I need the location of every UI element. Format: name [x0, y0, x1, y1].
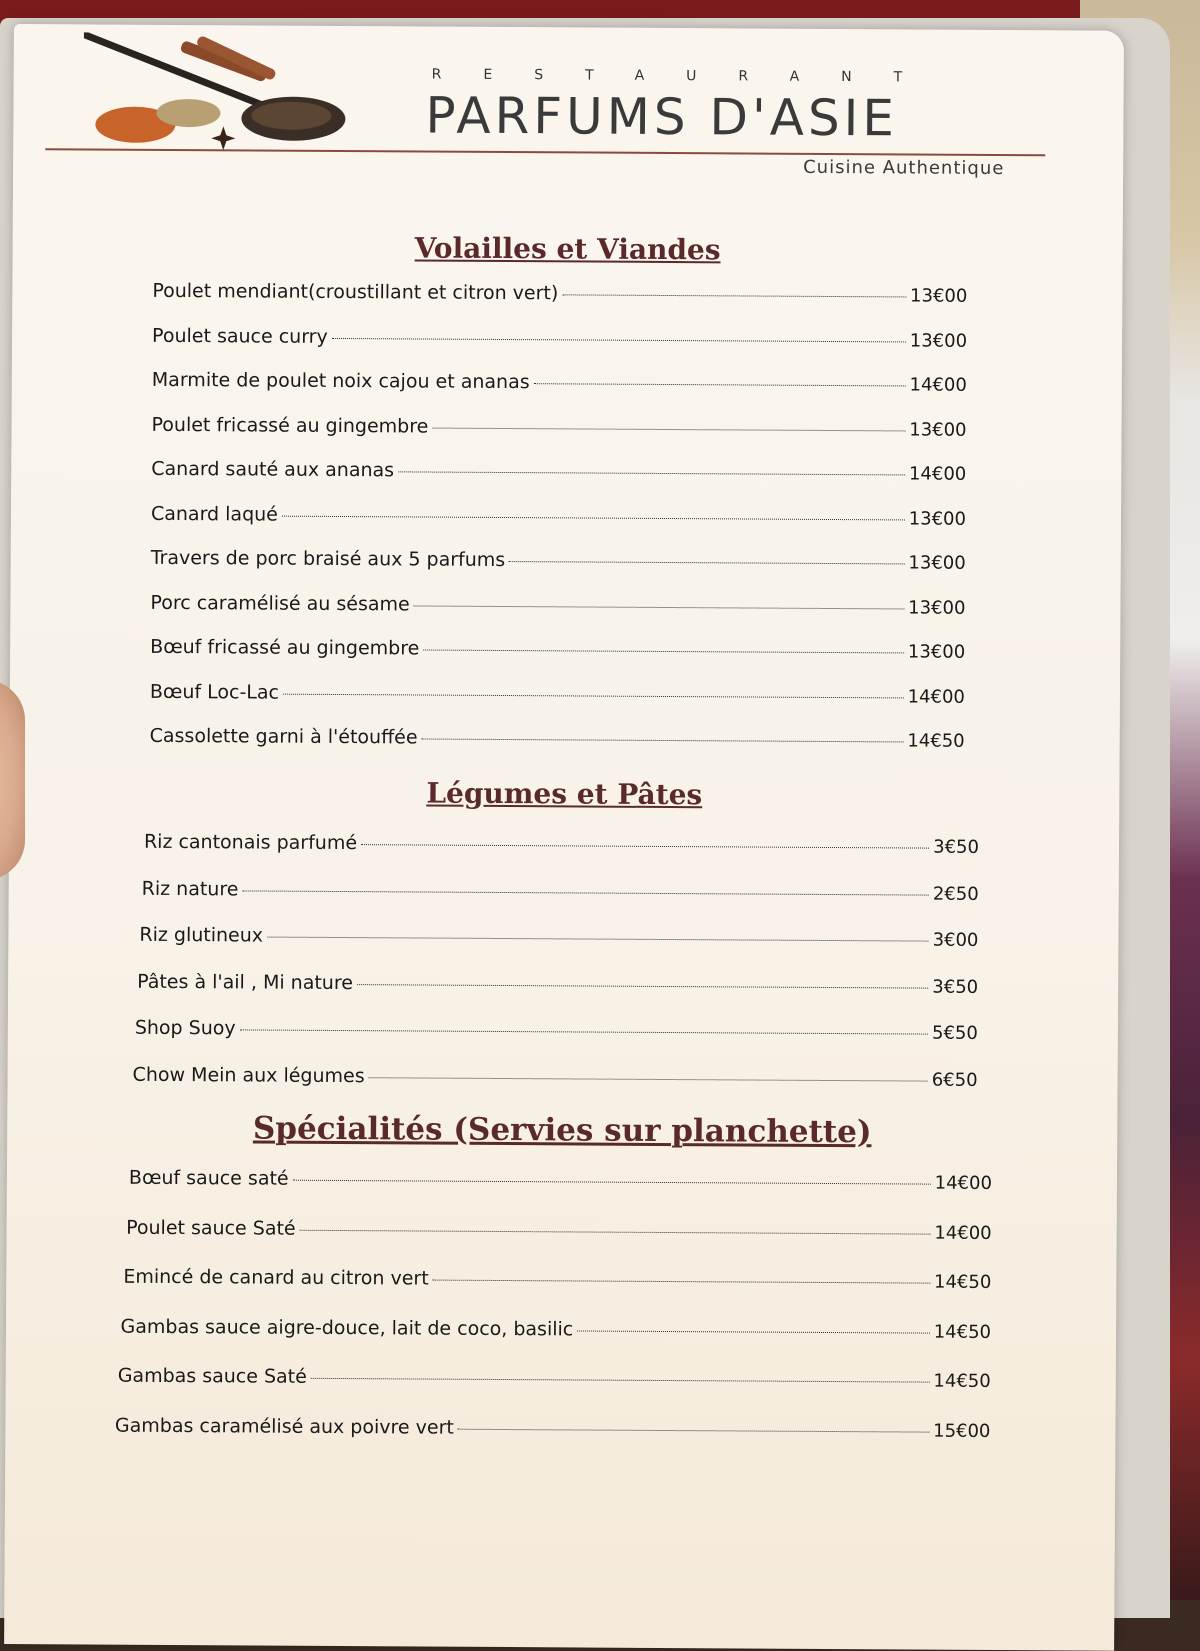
- menu-item: [151, 458, 966, 485]
- tagline: Cuisine Authentique: [803, 156, 1005, 180]
- menu-item-name: Poulet fricassé au gingembre: [151, 413, 429, 438]
- menu-item-price: 14€50: [933, 1370, 991, 1392]
- dot-leader: [398, 470, 905, 475]
- dot-leader: [433, 1279, 930, 1284]
- menu-item-name: Cassolette garni à l'étouffée: [149, 724, 418, 749]
- star-anise: [211, 126, 235, 150]
- menu-plastic-sleeve: [0, 18, 1170, 1618]
- dot-leader: [361, 843, 929, 848]
- brand-name: PARFUMS D'ASIE: [425, 86, 899, 148]
- menu-item-price: 2€50: [932, 883, 979, 905]
- menu-item-price: 13€00: [908, 596, 966, 619]
- menu-item-name: Canard sauté aux ananas: [151, 457, 395, 482]
- menu-item-name: Pâtes à l'ail , Mi nature: [137, 970, 354, 994]
- dot-leader: [267, 936, 929, 942]
- menu-item-price: 14€00: [908, 463, 967, 485]
- menu-item-name: Gambas sauce aigre-douce, lait de coco, basilic: [120, 1315, 574, 1340]
- menu-item: [152, 369, 967, 396]
- menu-item: [118, 1365, 991, 1392]
- dot-leader: [332, 336, 906, 342]
- menu-item-name: Gambas sauce Saté: [117, 1364, 307, 1388]
- menu-item: [115, 1414, 991, 1441]
- menu-item-price: 13€00: [908, 507, 967, 530]
- menu-item: [133, 1063, 978, 1090]
- menu-item-price: 13€00: [909, 418, 967, 441]
- menu-item: [123, 1266, 991, 1293]
- dot-leader: [423, 649, 904, 654]
- dot-leader: [432, 426, 905, 431]
- menu-item: [126, 1216, 992, 1243]
- menu-item-name: Poulet sauce curry: [152, 324, 328, 348]
- dot-leader: [509, 560, 904, 564]
- menu-item: [137, 970, 978, 997]
- menu-item-name: Poulet mendiant(croustillant et citron vert): [152, 279, 559, 305]
- dot-leader: [240, 1028, 928, 1034]
- menu-item: [150, 636, 965, 663]
- menu-item-name: Riz glutineux: [139, 923, 264, 947]
- menu-item-price: 3€50: [932, 976, 979, 998]
- dot-leader: [534, 382, 906, 386]
- menu-item-name: Shop Suoy: [134, 1016, 236, 1040]
- menu-item-name: Bœuf Loc-Lac: [149, 680, 280, 704]
- menu-item-price: 6€50: [931, 1069, 978, 1091]
- menu-item-name: Bœuf fricassé au gingembre: [150, 635, 420, 660]
- menu-item: [139, 924, 978, 951]
- menu-item-name: Bœuf sauce saté: [128, 1166, 289, 1190]
- menu-item: [142, 877, 979, 904]
- dot-leader: [562, 293, 906, 297]
- dot-leader: [414, 604, 904, 609]
- menu-item-price: 14€00: [934, 1172, 992, 1194]
- dot-leader: [369, 1076, 928, 1081]
- menu-item-name: Marmite de poulet noix cajou et ananas: [151, 368, 530, 394]
- menu-item-price: 14€50: [934, 1271, 992, 1293]
- menu-item-name: Gambas caramélisé aux poivre vert: [114, 1414, 454, 1439]
- menu-item-name: Chow Mein aux légumes: [132, 1063, 365, 1087]
- dot-leader: [458, 1427, 929, 1432]
- dot-leader: [311, 1377, 930, 1383]
- menu-item-name: Emincé de canard au citron vert: [123, 1265, 429, 1290]
- menu-item: [120, 1315, 991, 1342]
- dot-leader: [422, 738, 904, 743]
- dot-leader: [282, 514, 905, 520]
- menu-item-price: 13€00: [909, 329, 968, 352]
- menu-header: [13, 24, 1124, 191]
- menu-item: [152, 280, 967, 307]
- menu-item: [144, 831, 979, 858]
- dot-leader: [283, 692, 904, 698]
- menu-item: [151, 547, 966, 574]
- menu-item-name: Riz cantonais parfumé: [143, 830, 358, 855]
- menu-item-price: 14€00: [907, 685, 965, 708]
- menu-page: [4, 24, 1124, 1651]
- menu-item-price: 13€00: [908, 552, 966, 574]
- menu-item-name: Porc caramélisé au sésame: [150, 591, 410, 615]
- menu-item: [150, 680, 965, 707]
- menu-item-price: 3€50: [933, 836, 980, 858]
- menu-item-name: Travers de porc braisé aux 5 parfums: [150, 546, 506, 572]
- menu-item: [129, 1167, 992, 1194]
- menu-item: [151, 413, 966, 440]
- menu-item-name: Canard laqué: [150, 502, 278, 526]
- menu-item-price: 13€00: [910, 285, 968, 307]
- menu-item: [152, 324, 967, 351]
- menu-item-price: 3€00: [932, 929, 979, 951]
- menu-item-price: 15€00: [933, 1420, 991, 1442]
- menu-item-price: 14€50: [907, 730, 965, 752]
- menu-item-name: Poulet sauce Saté: [126, 1216, 296, 1240]
- dot-leader: [242, 889, 928, 895]
- dot-leader: [300, 1228, 931, 1234]
- menu-item: [151, 502, 966, 529]
- menu-item-name: Riz nature: [141, 877, 239, 900]
- dot-leader: [577, 1329, 930, 1333]
- dot-leader: [293, 1179, 931, 1185]
- menu-item: [150, 725, 965, 752]
- restaurant-label: RESTAURANT: [431, 66, 945, 86]
- menu-item-price: 5€50: [931, 1022, 978, 1044]
- menu-item-price: 14€50: [933, 1321, 992, 1343]
- section-title: Volailles et Viandes: [414, 231, 721, 267]
- menu-item: [150, 591, 965, 618]
- menu-item: [135, 1017, 978, 1044]
- holding-thumb: [0, 680, 25, 880]
- menu-item-price: 13€00: [907, 641, 966, 663]
- section-title: Spécialités (Servies sur planchette): [252, 1110, 872, 1151]
- menu-item-price: 14€00: [934, 1222, 992, 1244]
- menu-item-price: 14€00: [909, 374, 967, 396]
- section-title: Légumes et Pâtes: [426, 776, 703, 812]
- spice-spoon-icon: [83, 32, 354, 154]
- dot-leader: [357, 983, 928, 988]
